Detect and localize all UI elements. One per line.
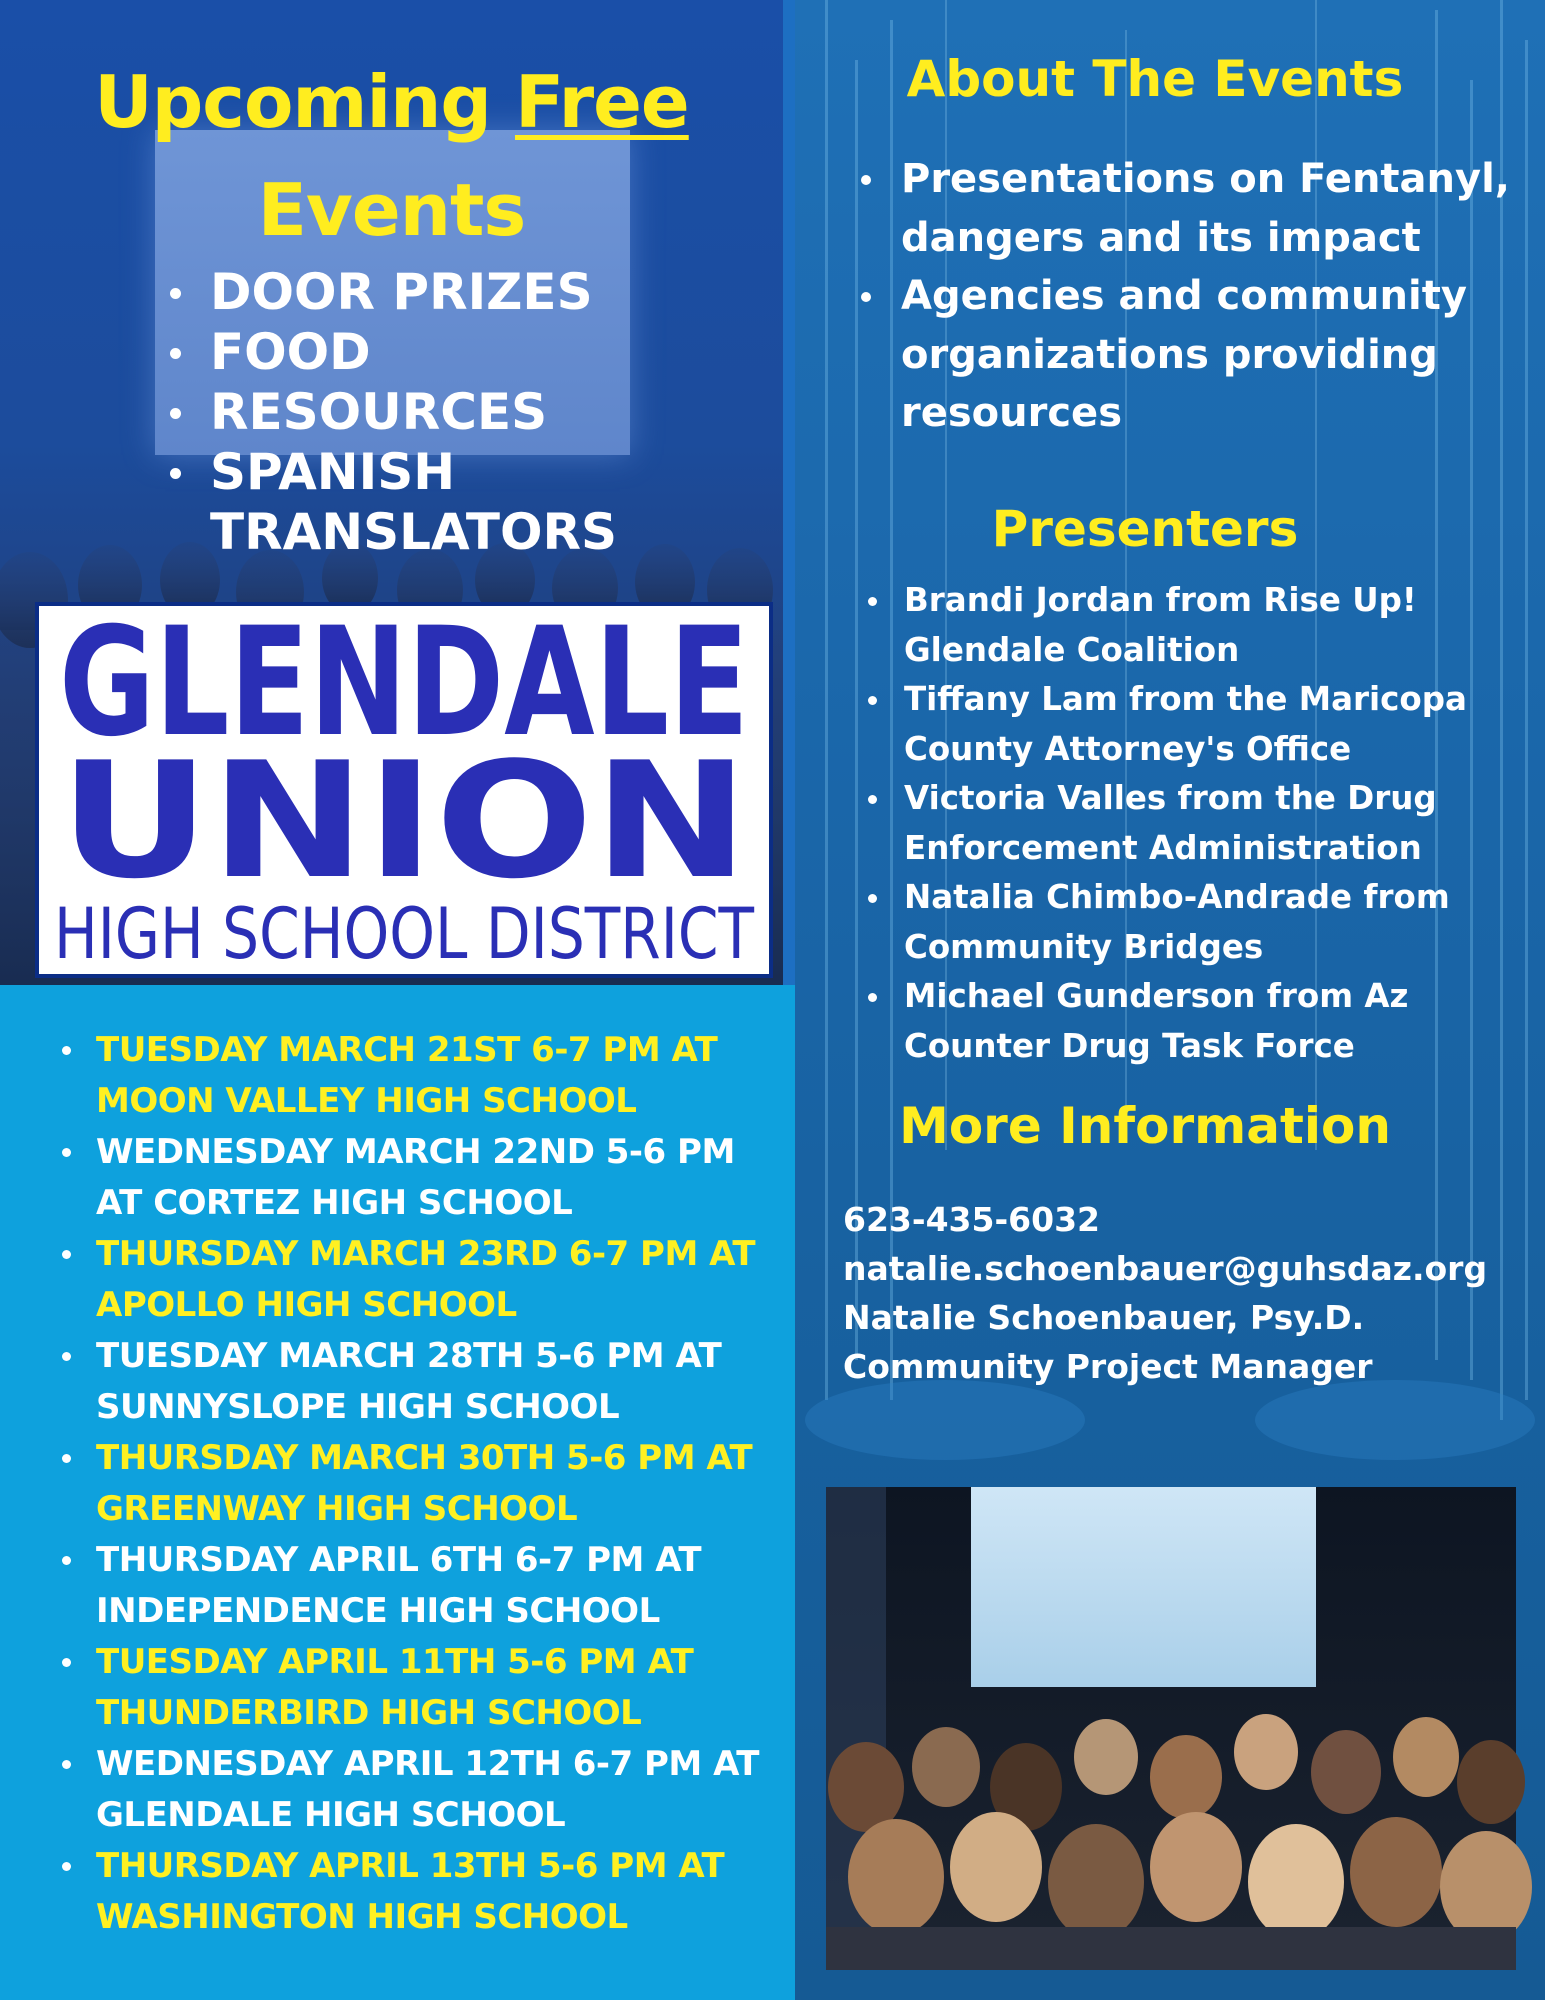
event-line2: GREENWAY HIGH SCHOOL <box>96 1489 578 1529</box>
event-line2: THUNDERBIRD HIGH SCHOOL <box>96 1693 642 1733</box>
event-line1: WEDNESDAY MARCH 22ND 5-6 PM <box>96 1132 735 1172</box>
event-line2: AT CORTEZ HIGH SCHOOL <box>96 1183 573 1223</box>
presenter-item <box>866 873 1536 972</box>
headline-free: Free <box>514 60 689 144</box>
event-item <box>58 1127 788 1229</box>
event-item <box>58 1637 788 1739</box>
logo-line3: HIGH SCHOOL DISTRICT <box>54 893 755 975</box>
presenter-item <box>866 675 1536 774</box>
event-line1: THURSDAY MARCH 30TH 5-6 PM AT <box>96 1438 753 1478</box>
event-line2: WASHINGTON HIGH SCHOOL <box>96 1897 628 1937</box>
event-line1: THURSDAY APRIL 6TH 6-7 PM AT <box>96 1540 702 1580</box>
presenter-line: Community Bridges <box>904 927 1264 966</box>
perk-spanish-line2: TRANSLATORS <box>210 503 617 561</box>
about-line: organizations providing <box>901 331 1438 378</box>
about-line: dangers and its impact <box>901 214 1421 261</box>
event-item <box>58 1433 788 1535</box>
perk-door-prizes: DOOR PRIZES <box>160 262 617 322</box>
perk-resources: RESOURCES <box>160 382 617 442</box>
presenters-title: Presenters <box>991 500 1299 558</box>
event-line1: THURSDAY APRIL 13TH 5-6 PM AT <box>96 1846 725 1886</box>
event-item <box>58 1331 788 1433</box>
headline-line2: Events <box>257 168 526 252</box>
about-item <box>857 267 1537 443</box>
event-line1: TUESDAY MARCH 28TH 5-6 PM AT <box>96 1336 722 1376</box>
event-item <box>58 1025 788 1127</box>
about-list <box>857 150 1537 443</box>
perk-spanish <box>160 442 617 562</box>
presenter-line: Michael Gunderson from Az <box>904 977 1409 1015</box>
contact-name: Natalie Schoenbauer, Psy.D. <box>843 1298 1365 1337</box>
about-line: resources <box>901 390 1122 436</box>
perk-spanish-line1: SPANISH <box>210 443 456 501</box>
perks-list <box>160 262 617 562</box>
event-schedule-list <box>58 1025 788 1943</box>
more-info-title: More Information <box>899 1097 1391 1155</box>
event-line1: TUESDAY APRIL 11TH 5-6 PM AT <box>96 1642 694 1682</box>
event-line2: GLENDALE HIGH SCHOOL <box>96 1795 566 1835</box>
presenter-list <box>866 576 1536 1071</box>
event-line2: INDEPENDENCE HIGH SCHOOL <box>96 1591 660 1631</box>
event-item <box>58 1739 788 1841</box>
contact-email[interactable]: natalie.schoenbauer@guhsdaz.org <box>843 1249 1488 1288</box>
event-line1: TUESDAY MARCH 21ST 6-7 PM AT <box>96 1030 718 1070</box>
presenter-item <box>866 972 1536 1071</box>
event-line1: WEDNESDAY APRIL 12TH 6-7 PM AT <box>96 1744 759 1784</box>
presenter-line: Enforcement Administration <box>904 828 1422 867</box>
about-title: About The Events <box>906 50 1404 108</box>
about-item <box>857 150 1537 267</box>
event-item <box>58 1535 788 1637</box>
glendale-union-logo <box>35 596 773 978</box>
contact-phone[interactable]: 623-435-6032 <box>843 1200 1101 1239</box>
presenter-line: Glendale Coalition <box>904 630 1240 669</box>
presenter-line: Victoria Valles from the Drug <box>904 779 1437 817</box>
logo-line2: UNION <box>59 727 749 914</box>
presenter-item <box>866 774 1536 873</box>
event-line2: SUNNYSLOPE HIGH SCHOOL <box>96 1387 620 1427</box>
presenter-line: Natalia Chimbo-Andrade from <box>904 878 1450 916</box>
event-line2: APOLLO HIGH SCHOOL <box>96 1285 517 1325</box>
event-item <box>58 1841 788 1943</box>
event-item <box>58 1229 788 1331</box>
contact-role: Community Project Manager <box>843 1347 1373 1386</box>
presenter-item <box>866 576 1536 675</box>
about-line: Agencies and community <box>901 273 1467 319</box>
logo-line1: GLENDALE <box>59 596 749 770</box>
about-line: Presentations on Fentanyl, <box>901 156 1510 202</box>
headline-line1-start: Upcoming <box>94 60 515 144</box>
contact-block <box>843 1195 1543 1391</box>
panel-divider <box>783 0 795 985</box>
audience-photo <box>826 1487 1516 1970</box>
event-line2: MOON VALLEY HIGH SCHOOL <box>96 1081 637 1121</box>
perk-food: FOOD <box>160 322 617 382</box>
presenter-line: Tiffany Lam from the Maricopa <box>904 680 1467 718</box>
presenter-line: County Attorney's Office <box>904 729 1352 768</box>
presenter-line: Brandi Jordan from Rise Up! <box>904 581 1417 619</box>
presenter-line: Counter Drug Task Force <box>904 1026 1355 1065</box>
headline <box>0 48 783 264</box>
event-line1: THURSDAY MARCH 23RD 6-7 PM AT <box>96 1234 756 1274</box>
